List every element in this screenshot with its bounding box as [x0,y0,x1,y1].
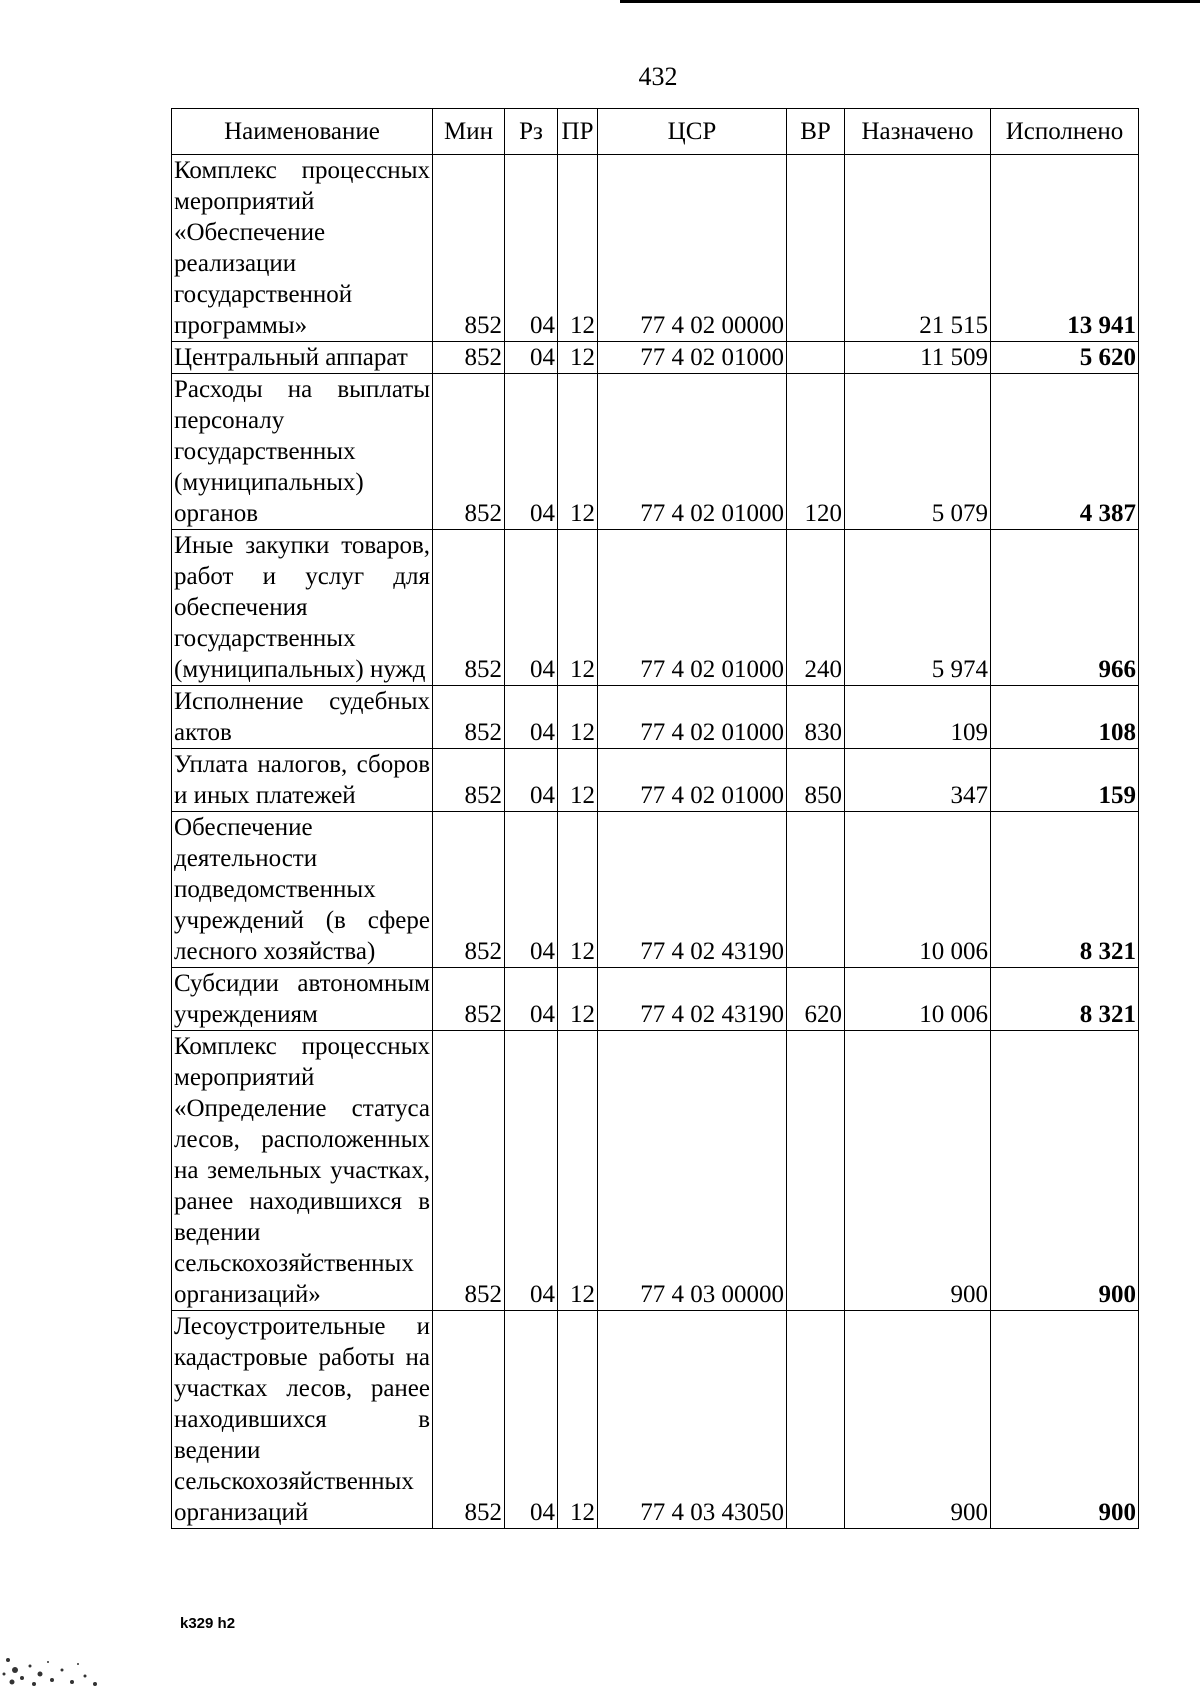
header-assigned: Назначено [845,109,991,155]
row-min: 852 [433,749,505,812]
row-assigned: 21 515 [845,155,991,342]
row-csr: 77 4 02 00000 [598,155,787,342]
table-row [172,686,1139,749]
row-pr: 12 [558,1311,598,1529]
row-csr: 77 4 02 43190 [598,812,787,968]
row-pr: 12 [558,530,598,686]
row-pr: 12 [558,1031,598,1311]
row-vr: 620 [787,968,845,1031]
row-vr [787,812,845,968]
header-pr: ПР [558,109,598,155]
row-executed: 4 387 [991,374,1139,530]
row-vr [787,155,845,342]
table-row [172,342,1139,374]
row-assigned: 10 006 [845,812,991,968]
row-min: 852 [433,530,505,686]
row-rz: 04 [505,342,558,374]
row-csr: 77 4 03 43050 [598,1311,787,1529]
row-name: Иные закупки товаров, работ и услуг для обеспечения государственных (муниципальных) нужд [172,530,433,686]
row-min: 852 [433,374,505,530]
row-rz: 04 [505,374,558,530]
row-name: Центральный аппарат [172,342,433,374]
row-assigned: 900 [845,1031,991,1311]
row-executed: 108 [991,686,1139,749]
row-csr: 77 4 02 01000 [598,374,787,530]
header-csr: ЦСР [598,109,787,155]
scan-noise-artifact [0,1600,120,1686]
row-csr: 77 4 02 01000 [598,530,787,686]
row-pr: 12 [558,749,598,812]
row-min: 852 [433,155,505,342]
row-vr: 830 [787,686,845,749]
footer-code: k329 h2 [180,1615,236,1632]
table-row [172,812,1139,968]
row-rz: 04 [505,812,558,968]
row-vr: 240 [787,530,845,686]
row-executed: 13 941 [991,155,1139,342]
header-min: Мин [433,109,505,155]
row-rz: 04 [505,1031,558,1311]
row-csr: 77 4 02 01000 [598,749,787,812]
row-min: 852 [433,1031,505,1311]
row-executed: 900 [991,1031,1139,1311]
row-pr: 12 [558,812,598,968]
row-rz: 04 [505,1311,558,1529]
table-row [172,1031,1139,1311]
row-name: Комплекс процессных мероприятий «Обеспечение реализации государственной программы» [172,155,433,342]
row-vr [787,1311,845,1529]
table-row [172,749,1139,812]
row-min: 852 [433,1311,505,1529]
row-assigned: 5 974 [845,530,991,686]
row-min: 852 [433,968,505,1031]
row-executed: 8 321 [991,968,1139,1031]
row-assigned: 347 [845,749,991,812]
row-executed: 8 321 [991,812,1139,968]
row-pr: 12 [558,374,598,530]
row-assigned: 5 079 [845,374,991,530]
row-rz: 04 [505,968,558,1031]
row-pr: 12 [558,155,598,342]
row-name: Комплекс процессных мероприятий «Определение статуса лесов, расположенных на земельных участках, ранее находившихся в ведении сельскохозяйственных организаций» [172,1031,433,1311]
row-executed: 5 620 [991,342,1139,374]
row-pr: 12 [558,968,598,1031]
budget-table [171,108,1139,1529]
table-row [172,1311,1139,1529]
row-rz: 04 [505,686,558,749]
table-row [172,374,1139,530]
row-name: Обеспечение деятельности подведомственных учреждений (в сфере лесного хозяйства) [172,812,433,968]
row-min: 852 [433,812,505,968]
table-row [172,530,1139,686]
header-name: Наименование [172,109,433,155]
header-executed: Исполнено [991,109,1139,155]
row-csr: 77 4 02 01000 [598,686,787,749]
row-rz: 04 [505,530,558,686]
row-executed: 900 [991,1311,1139,1529]
row-name: Субсидии автономным учреждениям [172,968,433,1031]
row-assigned: 109 [845,686,991,749]
row-name: Расходы на выплаты персоналу государственных (муниципальных) органов [172,374,433,530]
row-vr: 850 [787,749,845,812]
row-assigned: 10 006 [845,968,991,1031]
row-assigned: 11 509 [845,342,991,374]
table-row [172,968,1139,1031]
row-csr: 77 4 02 43190 [598,968,787,1031]
row-name: Исполнение судебных актов [172,686,433,749]
top-border-line [620,0,1200,3]
row-executed: 966 [991,530,1139,686]
row-name: Лесоустроительные и кадастровые работы на участках лесов, ранее находившихся в ведении сельскохозяйственных организаций [172,1311,433,1529]
row-pr: 12 [558,686,598,749]
row-csr: 77 4 03 00000 [598,1031,787,1311]
row-name: Уплата налогов, сборов и иных платежей [172,749,433,812]
header-vr: ВР [787,109,845,155]
row-assigned: 900 [845,1311,991,1529]
row-min: 852 [433,342,505,374]
row-csr: 77 4 02 01000 [598,342,787,374]
row-executed: 159 [991,749,1139,812]
row-rz: 04 [505,749,558,812]
table-row [172,155,1139,342]
row-vr [787,342,845,374]
header-rz: Рз [505,109,558,155]
row-rz: 04 [505,155,558,342]
row-min: 852 [433,686,505,749]
row-pr: 12 [558,342,598,374]
table-header-row [172,109,1139,155]
row-vr [787,1031,845,1311]
page-number: 432 [638,62,678,91]
row-vr: 120 [787,374,845,530]
